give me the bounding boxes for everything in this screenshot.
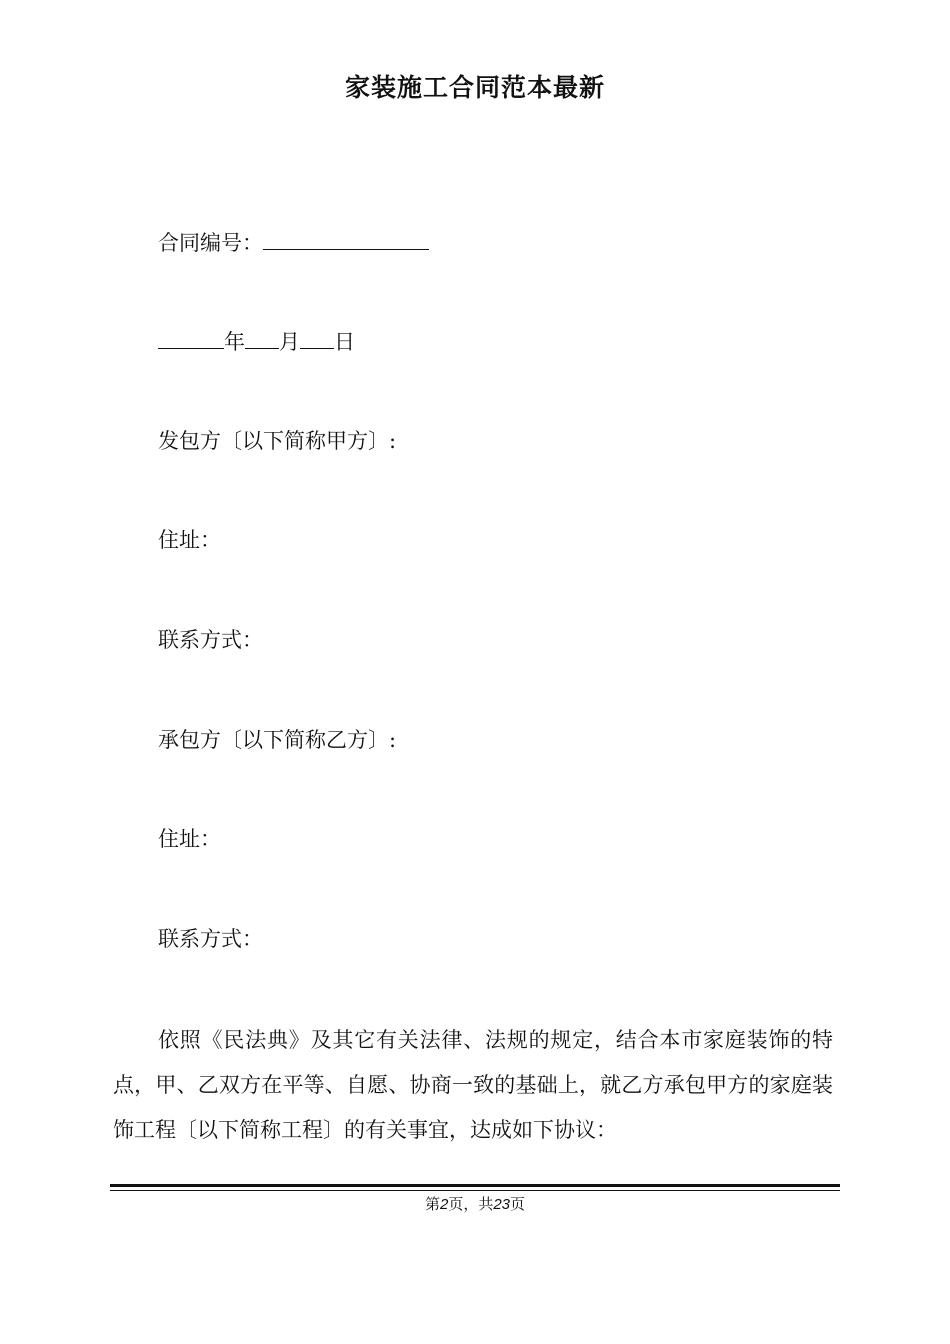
day-label: 日 [334, 330, 355, 354]
contract-number-line [158, 227, 429, 258]
party-a-address-label: 住址： [158, 528, 221, 552]
year-label: 年 [224, 330, 245, 354]
month-blank [245, 326, 279, 349]
party-a-heading: 发包方〔以下简称甲方〕: [158, 429, 397, 453]
current-page-number: 2 [439, 1196, 449, 1213]
total-pages-number: 23 [493, 1196, 511, 1213]
party-b-contact-label: 联系方式： [158, 927, 263, 951]
date-line [158, 326, 355, 357]
footer-suffix: 页 [510, 1195, 526, 1213]
footer-divider-thin [110, 1190, 840, 1191]
party-a-contact-label: 联系方式： [158, 628, 263, 652]
party-b-address-label: 住址： [158, 827, 221, 851]
party-b-heading: 承包方〔以下简称乙方〕: [158, 728, 397, 752]
footer-divider-thick [110, 1184, 840, 1187]
document-title: 家装施工合同范本最新 [344, 73, 605, 102]
contract-number-label: 合同编号： [158, 231, 263, 255]
page-footer [0, 1193, 950, 1216]
intro-paragraph: 依照《民法典》及其它有关法律、法规的规定，结合本市家庭装饰的特点，甲、乙双方在平等、自愿、协商一致的基础上，就乙方承包甲方的家庭装饰工程〔以下简称工程〕的有关事宜，达成如下协议： [113, 1028, 833, 1142]
year-blank [158, 326, 224, 349]
footer-prefix: 第 [424, 1195, 440, 1213]
footer-middle: 页，共 [448, 1195, 494, 1213]
contract-number-blank [263, 227, 429, 250]
month-label: 月 [279, 330, 300, 354]
day-blank [300, 326, 334, 349]
